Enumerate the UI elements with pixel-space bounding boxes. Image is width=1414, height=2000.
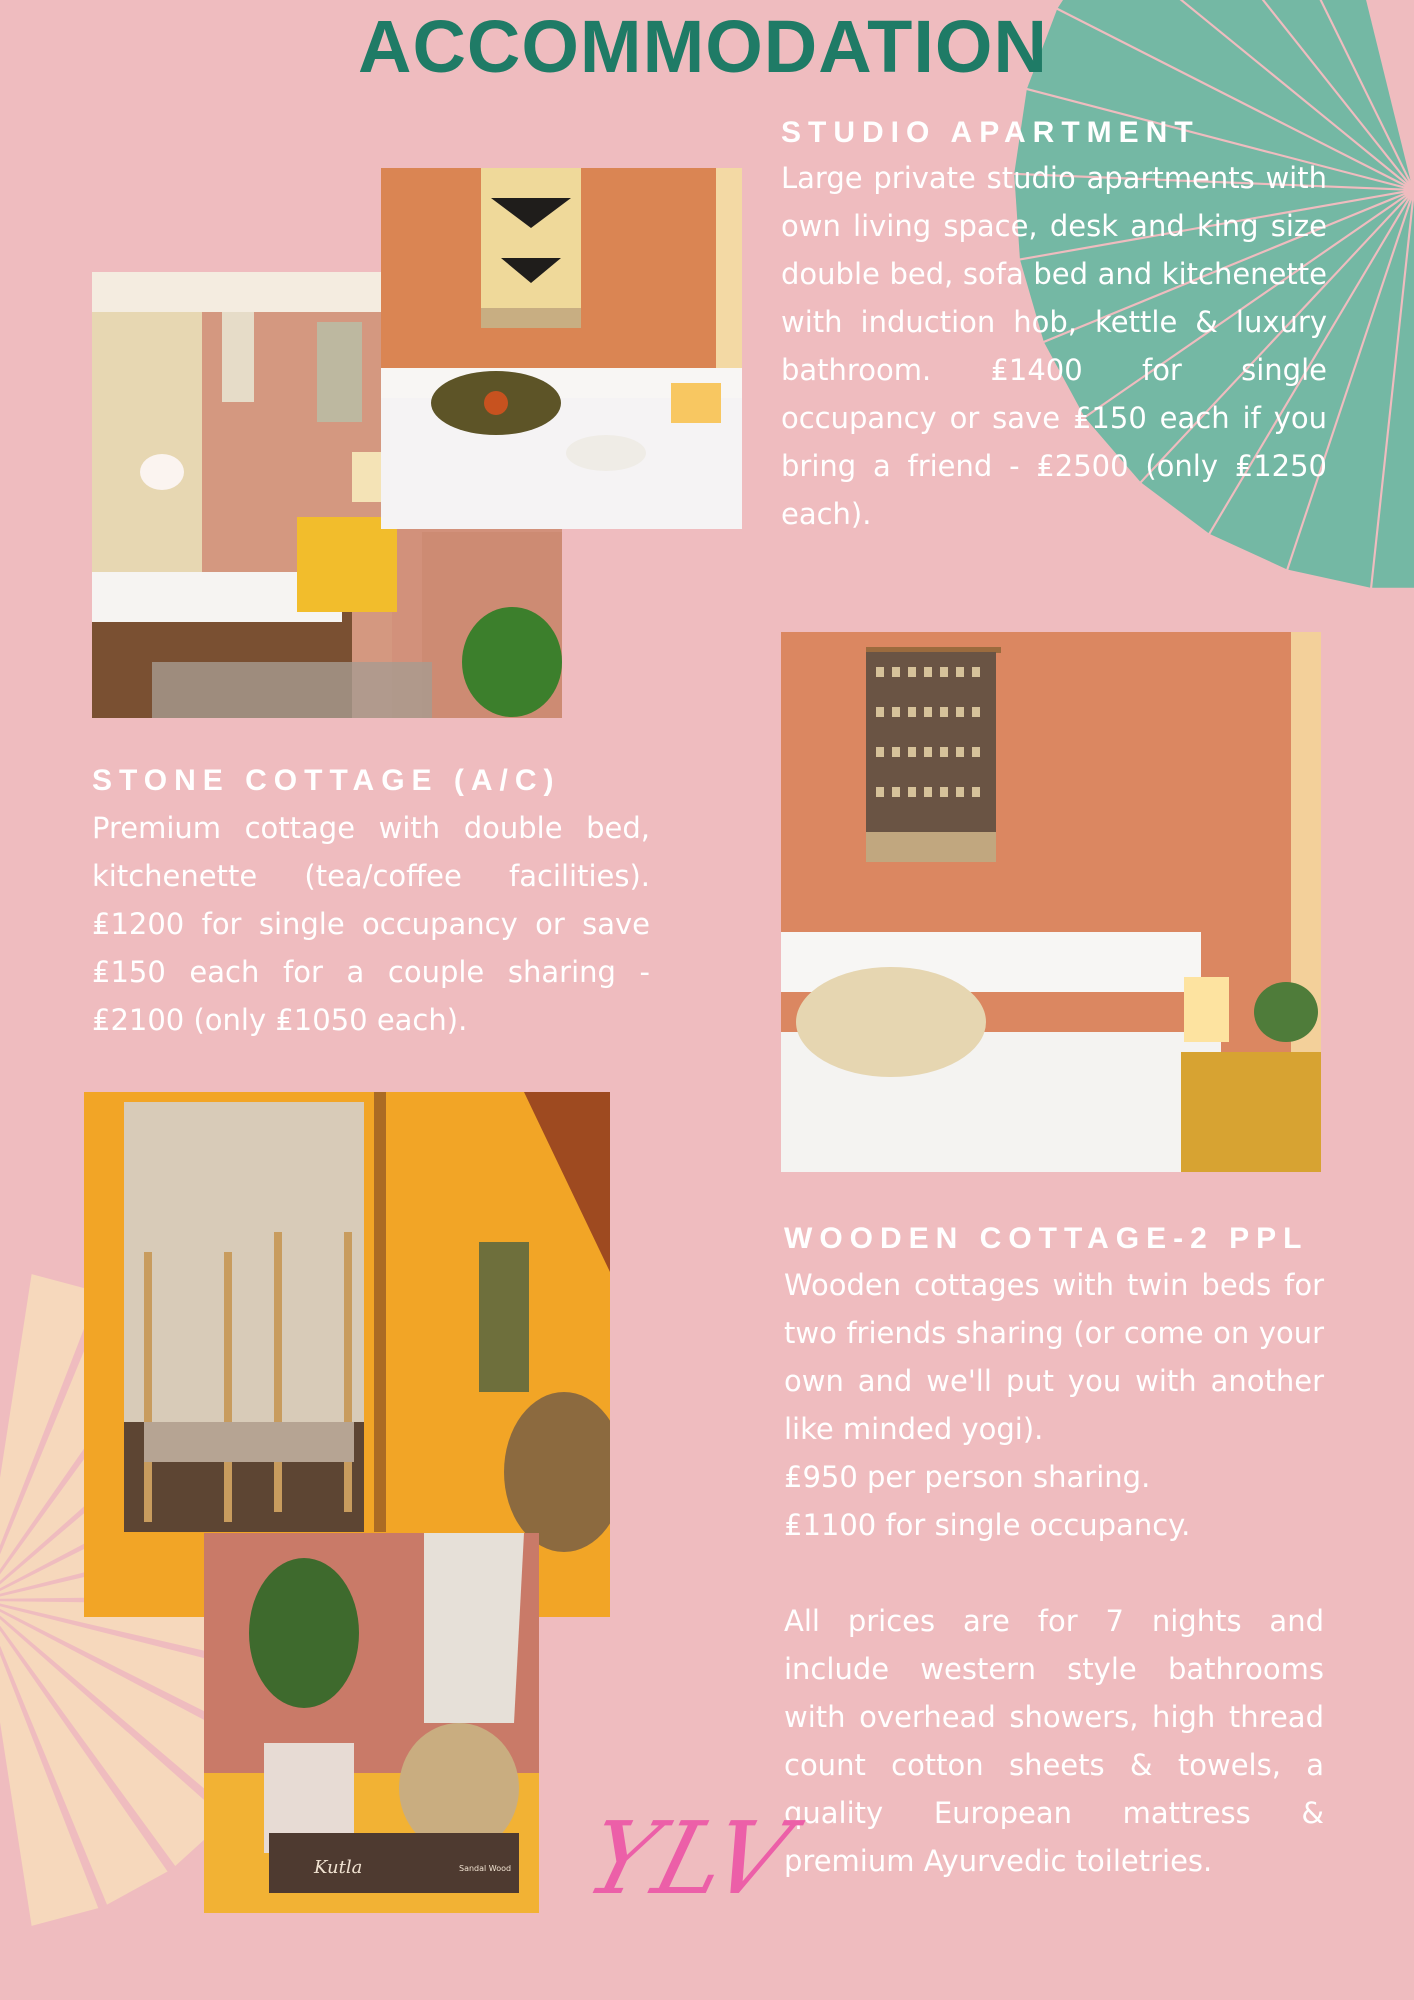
wooden-price-single: ₤1100 for single occupancy. (784, 1508, 1191, 1542)
wooden-photo-nightstand (204, 1533, 539, 1913)
studio-photo-bed-closeup (381, 168, 742, 529)
all-prices-note: All prices are for 7 nights and include western style bathrooms with overhead showers, high thread count cotton sheets & towels, a quality European mattress & premium Ayurvedic toiletries. (784, 1604, 1324, 1878)
wooden-description-text: Wooden cottages with twin beds for two friends sharing (or come on your own and we'll put you with another like minded yogi). (784, 1268, 1324, 1446)
incense-brand-text: Kutla (314, 1857, 363, 1878)
spacer (784, 1549, 1324, 1597)
stone-description (92, 804, 650, 1044)
page-title: ACCOMMODATION (358, 5, 1048, 88)
studio-description-text: Large private studio apartments with own living space, desk and king size double bed, sofa bed and kitchenette with induction hob, kettle & luxury bathroom. ₤1400 for single occupancy or save ₤150 each if you bring a friend - ₤2500 (only ₤1250 each). (781, 161, 1327, 531)
stone-photo-bed (781, 632, 1321, 1172)
incense-label-text: Sandal Wood (459, 1864, 512, 1873)
stone-heading: STONE COTTAGE (A/C) (92, 764, 561, 797)
wooden-price-sharing: ₤950 per person sharing. (784, 1460, 1151, 1494)
ylv-signature: YLV (574, 1800, 805, 1917)
wooden-description (784, 1261, 1324, 1885)
studio-description (781, 154, 1327, 538)
wooden-heading: WOODEN COTTAGE-2 PPL (784, 1222, 1309, 1255)
studio-heading: STUDIO APARTMENT (781, 116, 1200, 149)
stone-description-text: Premium cottage with double bed, kitchenette (tea/coffee facilities). ₤1200 for single occupancy or save ₤150 each for a couple sharing - ₤2100 (only ₤1050 each). (92, 811, 650, 1037)
